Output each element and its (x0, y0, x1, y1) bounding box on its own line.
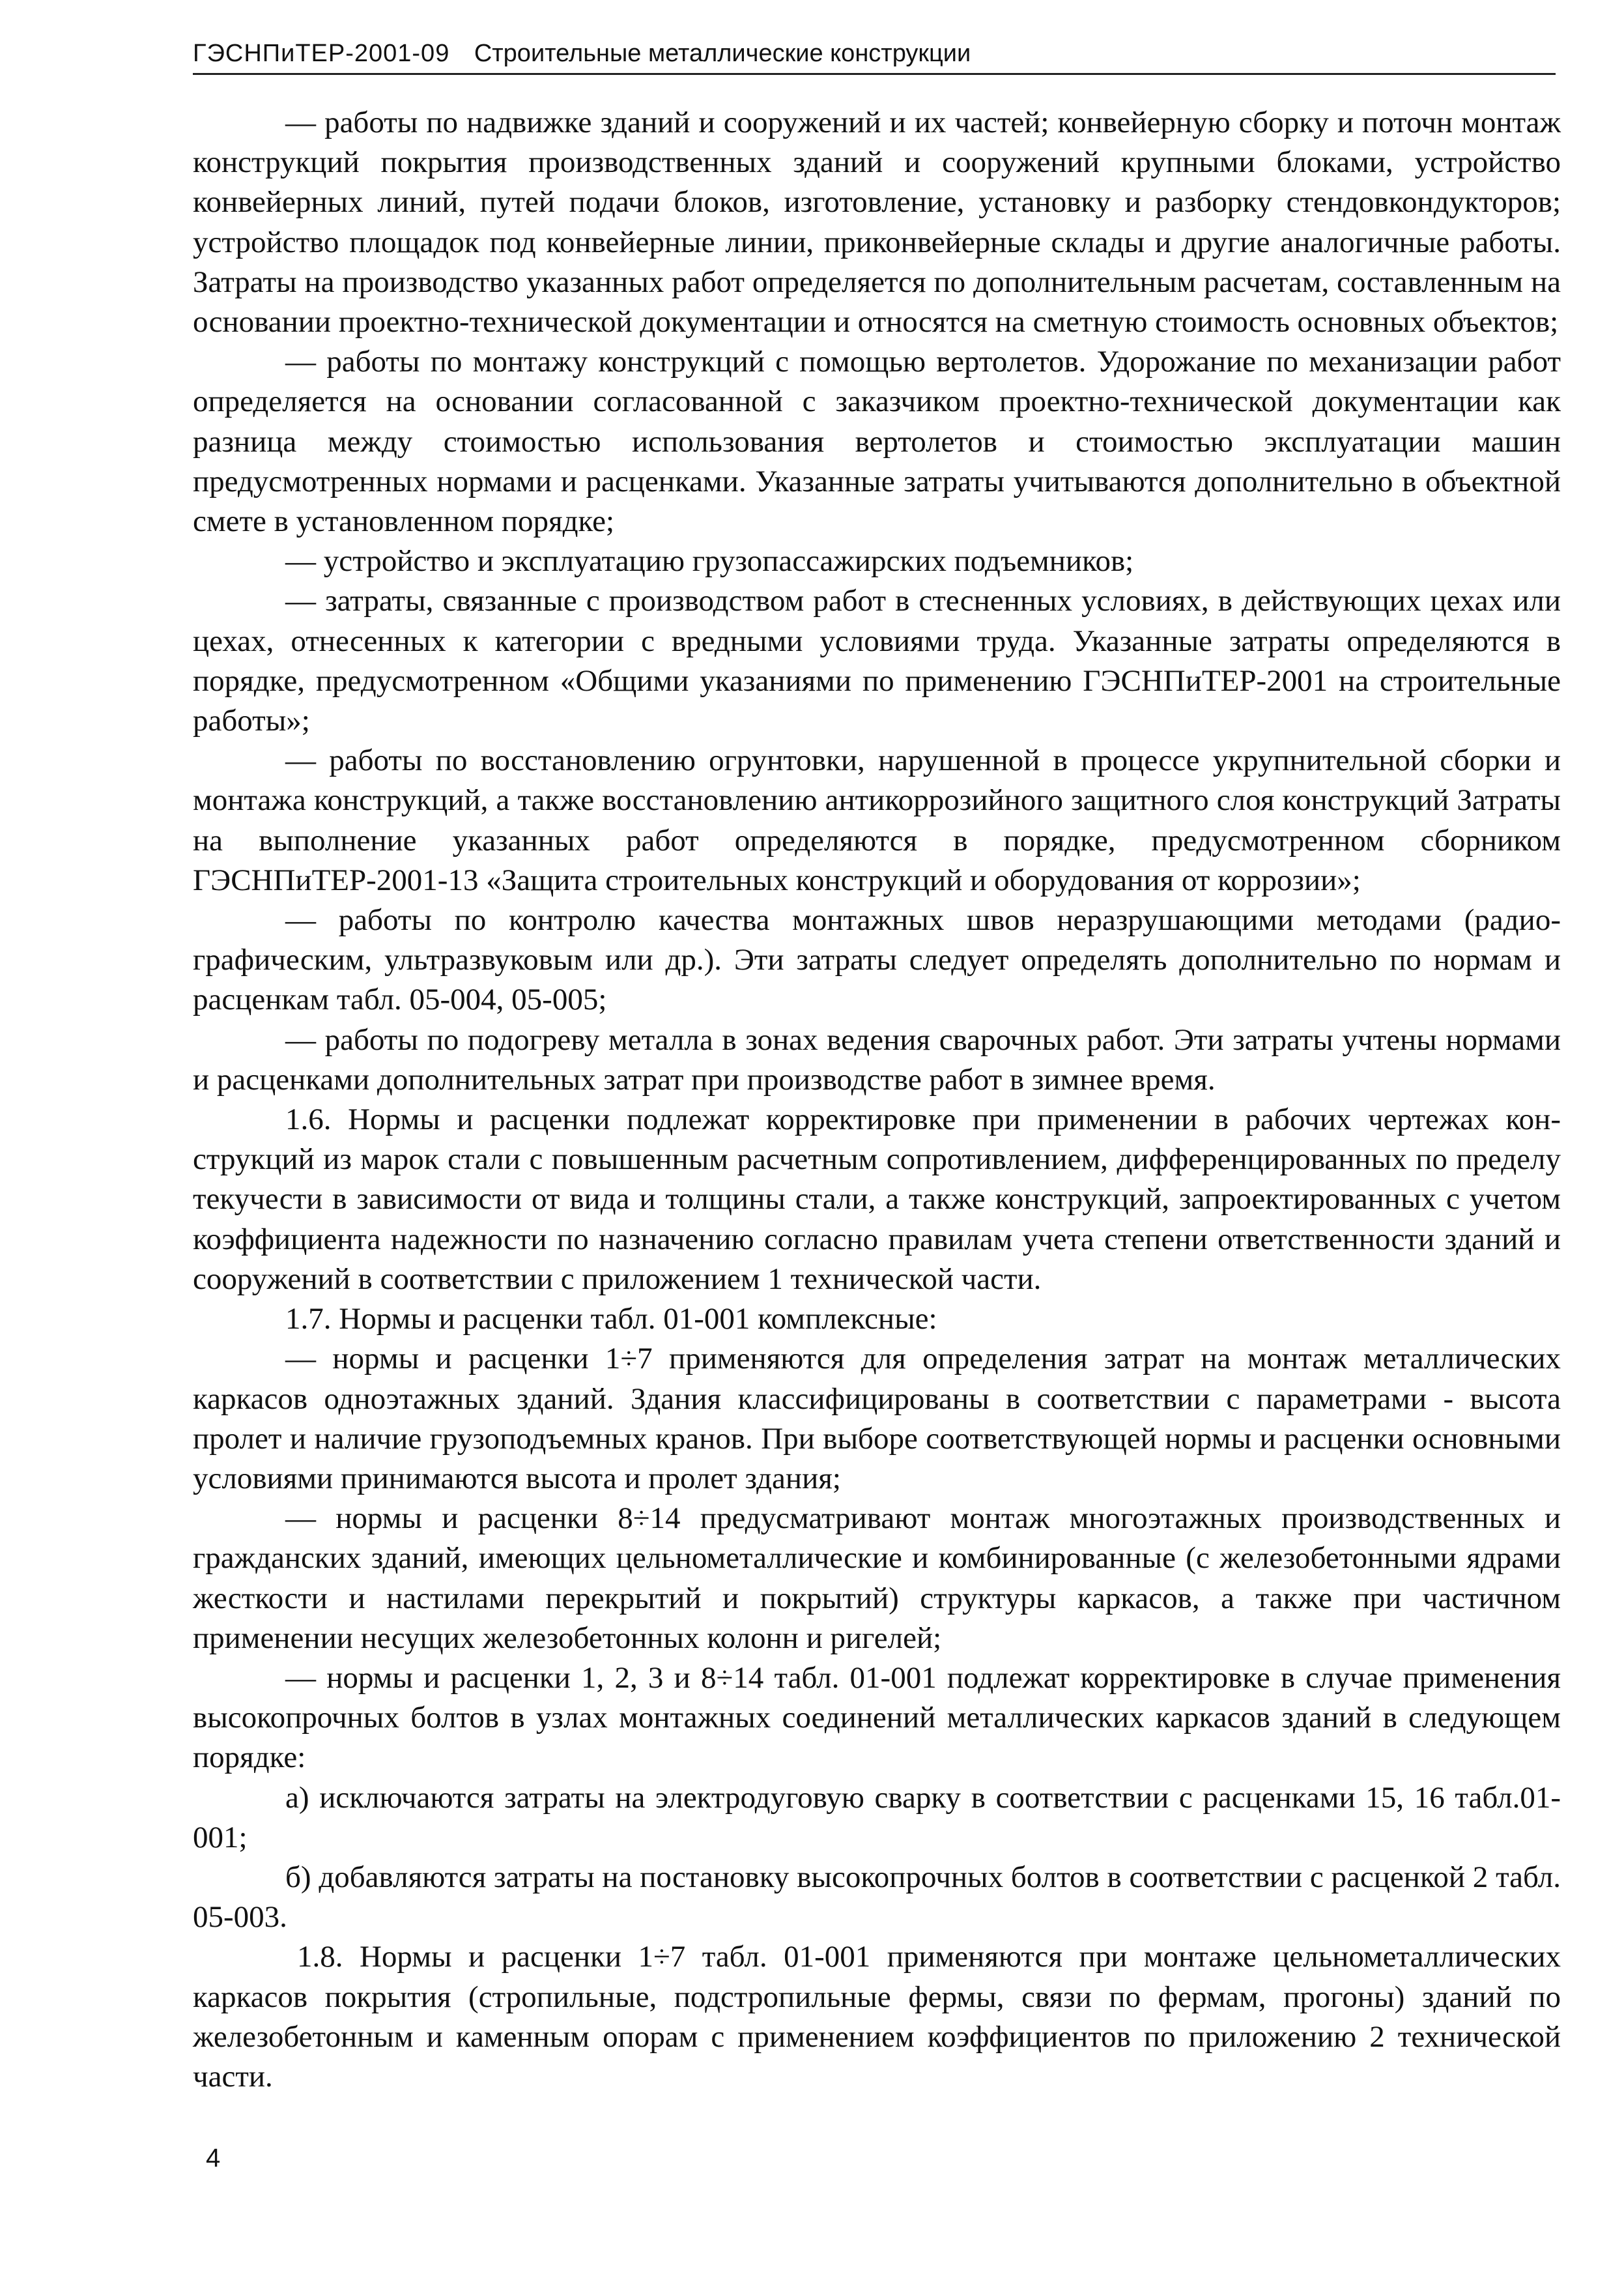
paragraph-section-1-6: 1.6. Нормы и расценки подлежат корректировке при применении в рабочих чертежах конструкций из марок стали с повышенным расчетным сопротивлением, дифференцированных по пределу текучести в зависимости от вида и толщины стали, а также конструкций, запроектированных с учетом коэффициента надежности по назначению согласно правилам учета степени ответственности зданий и сооружений в соответствии с приложением 1 технической части. (193, 1102, 1561, 1296)
paragraph-constrained-conditions: — затраты, связанные с производством работ в стесненных условиях, в действующих цехах или цехах, отнесенных к категории с вредными условиями труда. Указанные затраты определяются в порядке, предусмотренном «Общими указаниями по применению ГЭСНПиТЕР-2001 на строительные работы»; (193, 584, 1561, 738)
paragraph-section-1-7: 1.7. Нормы и расценки табл. 01-001 комплексные: (285, 1302, 937, 1336)
document-code: ГЭСНПиТЕР-2001-09 (193, 40, 450, 67)
paragraph-passenger-lifts: — устройство и эксплуатацию грузопассажирских подъемников; (285, 544, 1134, 579)
paragraph-high-strength-bolts: — нормы и расценки 1, 2, 3 и 8÷14 табл. 01-001 подлежат корректировке в случае применения высокопрочных болтов в узлах монтажных соединений металлических каркасов зданий в следующем порядке: (193, 1660, 1561, 1775)
page-body (193, 103, 1561, 2097)
paragraph-norms-1-7: — нормы и расценки 1÷7 применяются для определения затрат на монтаж металлических каркасов одноэтажных зданий. Здания классифицированы в соответствии с параметрами - высота пролет и наличие грузоподъемных кранов. При выборе соответствующей нормы и расценки основными условиями принимаются высота и пролет здания; (193, 1342, 1561, 1495)
paragraph-primer-restoration: — работы по восстановлению огрунтовки, нарушенной в процессе укрупнительной сборки и монтажа конструкций, а также восстановлению антикоррозийного защитного слоя конструкций Затраты на выполнение указанных работ определяются в порядке, предусмотренном сборником ГЭСНПиТЕР-2001-13 «Защита строительных конструкций и оборудования от коррозии»; (193, 743, 1561, 897)
document-title: Строительные металлические конструкции (474, 40, 971, 67)
paragraph-norms-8-14: — нормы и расценки 8÷14 предусматривают монтаж многоэтажных производственных и гражданских зданий, имеющих цельнометаллические и комбинированные (с железобетонными ядрами жесткости и настилами перекрытий и покрытий) структуры каркасов, а также при частичном применении несущих железобетонных колонн и ригелей; (193, 1501, 1561, 1655)
paragraph-metal-heating: — работы по подогреву металла в зонах ведения сварочных работ. Эти затраты учтены нормами и расценками дополнительных затрат при производстве работ в зимнее время. (193, 1022, 1561, 1097)
running-header (193, 34, 1556, 75)
paragraph-weld-inspection: — работы по контролю качества монтажных швов неразрушающими методами (радиографическим, ультразвуковым или др.). Эти затраты следует определять дополнительно по нормам и расценкам табл. 05-004, 05-005; (193, 903, 1561, 1017)
paragraph-item-b: б) добавляются затраты на постановку высокопрочных болтов в соответствии с расценкой 2 табл. 05-003. (193, 1860, 1561, 1935)
paragraph-section-1-8: 1.8. Нормы и расценки 1÷7 табл. 01-001 применяются при монтаже цельнометаллических каркасов покрытия (стропильные, подстропильные фермы, связи по фермам, прогоны) зданий по железобетонным и каменным опорам с применением коэффициентов по приложению 2 технической части. (193, 1940, 1561, 2094)
paragraph-helicopter-mounting: — работы по монтажу конструкций с помощью вертолетов. Удорожание по механизации работ определяется на основании согласованной с заказчиком проектно-технической документации как разница между стоимостью использования вертолетов и стоимостью эксплуатации машин предусмотренных нормами и расценками. Указанные затраты учитываются дополнительно в объектной смете в установленном порядке; (193, 345, 1561, 539)
page-number: 4 (206, 2144, 221, 2172)
paragraph-building-sliding: — работы по надвижке зданий и сооружений и их частей; конвейерную сборку и поточн монтаж конструкций покрытия производственных зданий и сооружений крупными блоками, устройство конвейерных линий, путей подачи блоков, изготовление, установку и разборку стендовкондукторов; устройство площадок под конвейерные линии, приконвейерные склады и другие аналогичные работы. Затраты на производство указанных работ определяется по дополнительным расчетам, составленным на основании проектно-технической документации и относятся на сметную стоимость основных объектов; (193, 106, 1561, 339)
paragraph-item-a: а) исключаются затраты на электродуговую сварку в соответствии с расценками 15, 16 табл.01-001; (193, 1780, 1561, 1854)
